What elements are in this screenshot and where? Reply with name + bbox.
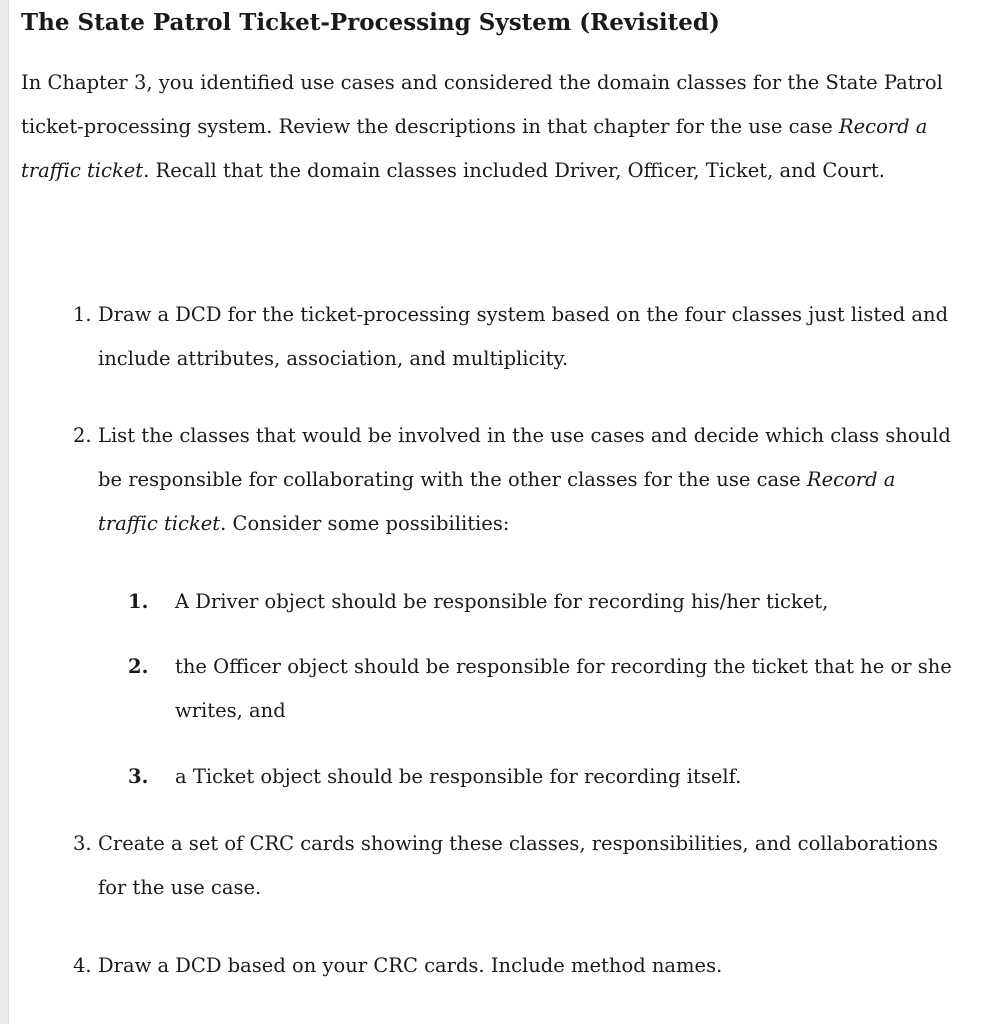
use-case-name: Record a traffic ticket	[98, 468, 896, 535]
use-case-name: Record a traffic ticket	[21, 115, 928, 182]
page-title: The State Patrol Ticket-Processing System (Revisited)	[21, 9, 720, 36]
left-margin-rule	[0, 0, 9, 1024]
intro-paragraph: In Chapter 3, you identified use cases and considered the domain classes for the State Patrol ticket-processing system. Review the descriptions in that chapter for the use case Record a traffic ticket. Recall that the domain classes included Driver, Officer, Ticket, and Court.	[21, 71, 943, 182]
